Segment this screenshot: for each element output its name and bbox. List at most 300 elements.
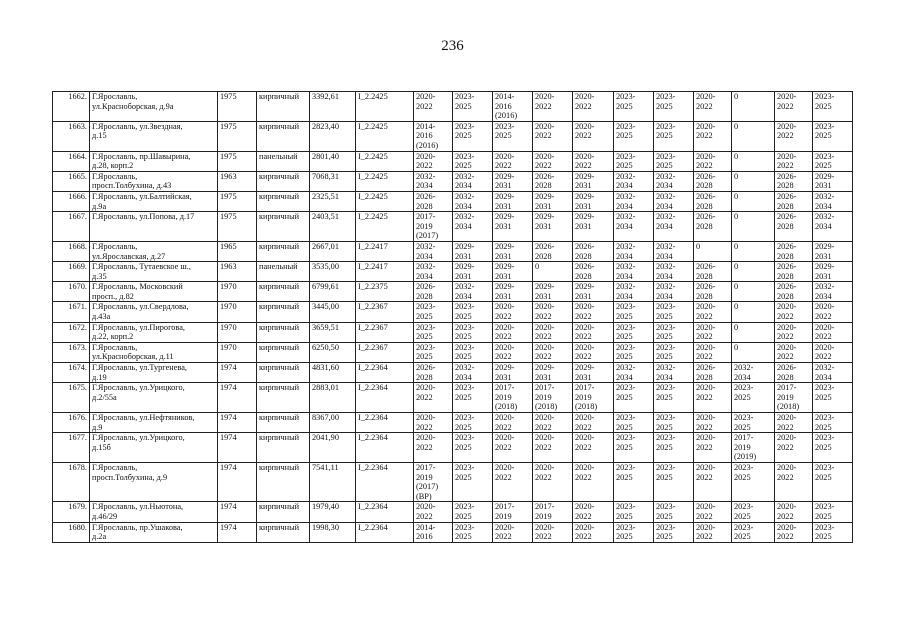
cell-period-8: 2020- 2022 bbox=[694, 121, 732, 151]
cell-code: I_2.2364 bbox=[356, 462, 414, 501]
cell-period-1: 2017- 2019 (2017) bbox=[414, 212, 453, 242]
cell-period-4: 2020- 2022 bbox=[533, 322, 573, 342]
cell-period-7: 2032- 2034 bbox=[654, 212, 694, 242]
cell-period-6: 2032- 2034 bbox=[614, 241, 654, 261]
cell-period-7: 2023- 2025 bbox=[654, 522, 694, 542]
cell-row-number: 1674. bbox=[53, 363, 90, 383]
cell-period-3: 2029- 2031 bbox=[493, 241, 533, 261]
cell-period-1: 2023- 2025 bbox=[414, 302, 453, 322]
table-row bbox=[53, 171, 853, 191]
cell-period-1: 2020- 2022 bbox=[414, 383, 453, 413]
cell-area: 3392,61 bbox=[310, 92, 356, 122]
table-row bbox=[53, 282, 853, 302]
cell-period-5: 2029- 2031 bbox=[573, 363, 614, 383]
cell-period-8: 2020- 2022 bbox=[694, 342, 732, 362]
cell-period-11: 2023- 2025 bbox=[813, 383, 853, 413]
cell-period-7: 2023- 2025 bbox=[654, 462, 694, 501]
cell-period-7: 2023- 2025 bbox=[654, 121, 694, 151]
cell-period-6: 2023- 2025 bbox=[614, 302, 654, 322]
cell-period-4: 2020- 2022 bbox=[533, 302, 573, 322]
cell-period-2: 2023- 2025 bbox=[453, 383, 493, 413]
cell-period-7: 2023- 2025 bbox=[654, 92, 694, 122]
cell-period-5: 2020- 2022 bbox=[573, 462, 614, 501]
cell-period-11: 2032- 2034 bbox=[813, 191, 853, 211]
cell-period-1: 2026- 2028 bbox=[414, 282, 453, 302]
cell-build-year: 1975 bbox=[218, 92, 257, 122]
table-row bbox=[53, 92, 853, 122]
cell-period-3: 2020- 2022 bbox=[493, 322, 533, 342]
cell-period-11: 2023- 2025 bbox=[813, 462, 853, 501]
cell-period-6: 2032- 2034 bbox=[614, 191, 654, 211]
cell-period-9: 0 bbox=[732, 171, 775, 191]
cell-period-10: 2020- 2022 bbox=[775, 121, 813, 151]
cell-period-2: 2023- 2025 bbox=[453, 342, 493, 362]
cell-period-4: 2020- 2022 bbox=[533, 342, 573, 362]
cell-period-9: 0 bbox=[732, 121, 775, 151]
cell-period-1: 2020- 2022 bbox=[414, 502, 453, 522]
cell-period-8: 0 bbox=[694, 241, 732, 261]
cell-wall-material: кирпичный bbox=[257, 302, 310, 322]
cell-area: 7541,11 bbox=[310, 462, 356, 501]
cell-period-1: 2026- 2028 bbox=[414, 363, 453, 383]
cell-period-5: 2020- 2022 bbox=[573, 502, 614, 522]
cell-period-2: 2023- 2025 bbox=[453, 322, 493, 342]
cell-build-year: 1963 bbox=[218, 171, 257, 191]
cell-period-9: 2023- 2025 bbox=[732, 522, 775, 542]
cell-period-7: 2023- 2025 bbox=[654, 433, 694, 463]
table-row bbox=[53, 121, 853, 151]
cell-row-number: 1662. bbox=[53, 92, 90, 122]
cell-period-10: 2026- 2028 bbox=[775, 191, 813, 211]
cell-period-3: 2029- 2031 bbox=[493, 171, 533, 191]
cell-period-6: 2023- 2025 bbox=[614, 502, 654, 522]
cell-row-number: 1672. bbox=[53, 322, 90, 342]
cell-row-number: 1667. bbox=[53, 212, 90, 242]
cell-wall-material: кирпичный bbox=[257, 502, 310, 522]
cell-area: 1979,40 bbox=[310, 502, 356, 522]
cell-period-8: 2020- 2022 bbox=[694, 322, 732, 342]
cell-address: Г.Ярославль, ул.Звездная, д.15 bbox=[90, 121, 218, 151]
cell-period-8: 2020- 2022 bbox=[694, 413, 732, 433]
cell-area: 6799,61 bbox=[310, 282, 356, 302]
cell-row-number: 1673. bbox=[53, 342, 90, 362]
table-row bbox=[53, 322, 853, 342]
cell-address: Г.Ярославль, ул.Урицкого, д.2/55а bbox=[90, 383, 218, 413]
cell-period-4: 2029- 2031 bbox=[533, 212, 573, 242]
cell-period-5: 2020- 2022 bbox=[573, 322, 614, 342]
table-row bbox=[53, 302, 853, 322]
cell-address: Г.Ярославль, просп.Толбухина, д.9 bbox=[90, 462, 218, 501]
cell-period-10: 2026- 2028 bbox=[775, 171, 813, 191]
cell-address: Г.Ярославль, ул.Ньютона, д.46/29 bbox=[90, 502, 218, 522]
cell-build-year: 1974 bbox=[218, 522, 257, 542]
table-row bbox=[53, 502, 853, 522]
cell-period-8: 2026- 2028 bbox=[694, 262, 732, 282]
cell-period-7: 2032- 2034 bbox=[654, 282, 694, 302]
cell-period-3: 2020- 2022 bbox=[493, 522, 533, 542]
cell-period-6: 2023- 2025 bbox=[614, 342, 654, 362]
cell-period-6: 2023- 2025 bbox=[614, 462, 654, 501]
cell-period-6: 2032- 2034 bbox=[614, 171, 654, 191]
cell-build-year: 1970 bbox=[218, 302, 257, 322]
table-row bbox=[53, 462, 853, 501]
cell-row-number: 1666. bbox=[53, 191, 90, 211]
cell-period-8: 2020- 2022 bbox=[694, 522, 732, 542]
cell-area: 3535,00 bbox=[310, 262, 356, 282]
cell-period-5: 2020- 2022 bbox=[573, 413, 614, 433]
cell-period-2: 2023- 2025 bbox=[453, 92, 493, 122]
table-row bbox=[53, 241, 853, 261]
cell-period-2: 2023- 2025 bbox=[453, 413, 493, 433]
cell-period-10: 2026- 2028 bbox=[775, 212, 813, 242]
cell-period-6: 2023- 2025 bbox=[614, 433, 654, 463]
cell-period-8: 2020- 2022 bbox=[694, 302, 732, 322]
cell-period-10: 2017- 2019 (2018) bbox=[775, 383, 813, 413]
cell-period-7: 2032- 2034 bbox=[654, 241, 694, 261]
cell-period-3: 2029- 2031 bbox=[493, 262, 533, 282]
cell-period-4: 0 bbox=[533, 262, 573, 282]
cell-code: I_2.2425 bbox=[356, 171, 414, 191]
cell-period-3: 2029- 2031 bbox=[493, 282, 533, 302]
cell-address: Г.Ярославль, пр.Шавырина, д.28, корп.2 bbox=[90, 151, 218, 171]
cell-code: I_2.2364 bbox=[356, 383, 414, 413]
cell-period-9: 0 bbox=[732, 342, 775, 362]
cell-period-11: 2023- 2025 bbox=[813, 433, 853, 463]
cell-build-year: 1974 bbox=[218, 462, 257, 501]
cell-address: Г.Ярославль, пр.Ушакова, д.2а bbox=[90, 522, 218, 542]
cell-period-4: 2026- 2028 bbox=[533, 241, 573, 261]
cell-wall-material: кирпичный bbox=[257, 121, 310, 151]
cell-period-6: 2023- 2025 bbox=[614, 322, 654, 342]
cell-row-number: 1676. bbox=[53, 413, 90, 433]
cell-build-year: 1970 bbox=[218, 322, 257, 342]
cell-address: Г.Ярославль, просп.Толбухина, д.43 bbox=[90, 171, 218, 191]
cell-period-10: 2020- 2022 bbox=[775, 413, 813, 433]
cell-period-10: 2020- 2022 bbox=[775, 462, 813, 501]
cell-period-5: 2020- 2022 bbox=[573, 151, 614, 171]
cell-build-year: 1975 bbox=[218, 212, 257, 242]
cell-period-2: 2032- 2034 bbox=[453, 282, 493, 302]
cell-area: 7068,31 bbox=[310, 171, 356, 191]
cell-build-year: 1974 bbox=[218, 413, 257, 433]
cell-period-11: 2023- 2025 bbox=[813, 502, 853, 522]
cell-code: I_2.2364 bbox=[356, 502, 414, 522]
cell-area: 3659,51 bbox=[310, 322, 356, 342]
cell-build-year: 1974 bbox=[218, 502, 257, 522]
cell-period-1: 2032- 2034 bbox=[414, 262, 453, 282]
cell-area: 6250,50 bbox=[310, 342, 356, 362]
cell-period-7: 2032- 2034 bbox=[654, 171, 694, 191]
cell-period-11: 2023- 2025 bbox=[813, 413, 853, 433]
cell-period-4: 2017- 2019 bbox=[533, 502, 573, 522]
cell-period-9: 0 bbox=[732, 212, 775, 242]
cell-row-number: 1664. bbox=[53, 151, 90, 171]
cell-code: I_2.2425 bbox=[356, 212, 414, 242]
table-row bbox=[53, 151, 853, 171]
cell-period-9: 0 bbox=[732, 322, 775, 342]
cell-area: 2325,51 bbox=[310, 191, 356, 211]
cell-code: I_2.2425 bbox=[356, 121, 414, 151]
cell-period-2: 2032- 2034 bbox=[453, 191, 493, 211]
cell-period-5: 2020- 2022 bbox=[573, 92, 614, 122]
cell-period-6: 2023- 2025 bbox=[614, 121, 654, 151]
cell-address: Г.Ярославль, ул.Свердлова, д.43а bbox=[90, 302, 218, 322]
cell-period-9: 2032- 2034 bbox=[732, 363, 775, 383]
cell-period-11: 2032- 2034 bbox=[813, 363, 853, 383]
cell-period-3: 2017- 2019 bbox=[493, 502, 533, 522]
cell-period-2: 2032- 2034 bbox=[453, 363, 493, 383]
cell-code: I_2.2364 bbox=[356, 522, 414, 542]
cell-period-6: 2023- 2025 bbox=[614, 383, 654, 413]
cell-period-11: 2020- 2022 bbox=[813, 322, 853, 342]
cell-period-2: 2023- 2025 bbox=[453, 522, 493, 542]
cell-area: 4831,60 bbox=[310, 363, 356, 383]
cell-code: I_2.2364 bbox=[356, 363, 414, 383]
cell-period-3: 2029- 2031 bbox=[493, 212, 533, 242]
cell-period-8: 2026- 2028 bbox=[694, 171, 732, 191]
cell-area: 3445,00 bbox=[310, 302, 356, 322]
cell-build-year: 1975 bbox=[218, 151, 257, 171]
cell-period-2: 2029- 2031 bbox=[453, 241, 493, 261]
cell-build-year: 1974 bbox=[218, 363, 257, 383]
cell-period-3: 2020- 2022 bbox=[493, 433, 533, 463]
cell-period-1: 2032- 2034 bbox=[414, 241, 453, 261]
table-row bbox=[53, 433, 853, 463]
cell-address: Г.Ярославль, Московский просп., д.82 bbox=[90, 282, 218, 302]
cell-row-number: 1668. bbox=[53, 241, 90, 261]
cell-period-10: 2020- 2022 bbox=[775, 342, 813, 362]
cell-period-3: 2014- 2016 (2016) bbox=[493, 92, 533, 122]
cell-period-3: 2020- 2022 bbox=[493, 413, 533, 433]
cell-period-11: 2032- 2034 bbox=[813, 282, 853, 302]
cell-row-number: 1679. bbox=[53, 502, 90, 522]
cell-period-8: 2026- 2028 bbox=[694, 363, 732, 383]
cell-period-9: 0 bbox=[732, 151, 775, 171]
cell-period-11: 2023- 2025 bbox=[813, 92, 853, 122]
cell-period-10: 2020- 2022 bbox=[775, 522, 813, 542]
cell-period-10: 2026- 2028 bbox=[775, 282, 813, 302]
cell-period-1: 2017- 2019 (2017) (ВР) bbox=[414, 462, 453, 501]
cell-period-6: 2023- 2025 bbox=[614, 522, 654, 542]
cell-period-2: 2023- 2025 bbox=[453, 121, 493, 151]
cell-address: Г.Ярославль, ул.Урицкого, д.15б bbox=[90, 433, 218, 463]
table-row bbox=[53, 522, 853, 542]
cell-wall-material: панельный bbox=[257, 151, 310, 171]
cell-period-4: 2029- 2031 bbox=[533, 363, 573, 383]
cell-address: Г.Ярославль, ул.Нефтяников, д.9 bbox=[90, 413, 218, 433]
cell-period-11: 2020- 2022 bbox=[813, 302, 853, 322]
cell-period-5: 2026- 2028 bbox=[573, 262, 614, 282]
cell-period-2: 2032- 2034 bbox=[453, 171, 493, 191]
cell-wall-material: кирпичный bbox=[257, 413, 310, 433]
cell-period-10: 2020- 2022 bbox=[775, 92, 813, 122]
cell-address: Г.Ярославль, ул.Пирогова, д.22, корп.2 bbox=[90, 322, 218, 342]
cell-period-10: 2020- 2022 bbox=[775, 502, 813, 522]
cell-wall-material: кирпичный bbox=[257, 363, 310, 383]
cell-period-10: 2026- 2028 bbox=[775, 363, 813, 383]
cell-period-2: 2023- 2025 bbox=[453, 502, 493, 522]
page-number: 236 bbox=[441, 38, 464, 54]
cell-period-9: 0 bbox=[732, 302, 775, 322]
table-row bbox=[53, 191, 853, 211]
cell-period-5: 2029- 2031 bbox=[573, 282, 614, 302]
cell-address: Г.Ярославль, ул.Тургенева, д.19 bbox=[90, 363, 218, 383]
register-table bbox=[52, 91, 853, 543]
cell-build-year: 1970 bbox=[218, 342, 257, 362]
cell-row-number: 1678. bbox=[53, 462, 90, 501]
cell-period-7: 2023- 2025 bbox=[654, 151, 694, 171]
cell-period-2: 2023- 2025 bbox=[453, 151, 493, 171]
cell-period-5: 2020- 2022 bbox=[573, 342, 614, 362]
cell-period-4: 2020- 2022 bbox=[533, 462, 573, 501]
cell-wall-material: кирпичный bbox=[257, 241, 310, 261]
cell-period-9: 0 bbox=[732, 191, 775, 211]
cell-area: 2823,40 bbox=[310, 121, 356, 151]
cell-period-7: 2032- 2034 bbox=[654, 363, 694, 383]
cell-row-number: 1671. bbox=[53, 302, 90, 322]
cell-period-3: 2023- 2025 bbox=[493, 121, 533, 151]
cell-period-6: 2023- 2025 bbox=[614, 151, 654, 171]
table-row bbox=[53, 363, 853, 383]
cell-period-8: 2020- 2022 bbox=[694, 383, 732, 413]
cell-period-9: 2023- 2025 bbox=[732, 462, 775, 501]
cell-period-11: 2032- 2034 bbox=[813, 212, 853, 242]
cell-area: 2667,01 bbox=[310, 241, 356, 261]
cell-wall-material: кирпичный bbox=[257, 342, 310, 362]
table-row bbox=[53, 262, 853, 282]
cell-wall-material: кирпичный bbox=[257, 212, 310, 242]
cell-wall-material: кирпичный bbox=[257, 433, 310, 463]
cell-period-5: 2020- 2022 bbox=[573, 522, 614, 542]
cell-build-year: 1975 bbox=[218, 191, 257, 211]
cell-period-6: 2023- 2025 bbox=[614, 92, 654, 122]
cell-wall-material: панельный bbox=[257, 262, 310, 282]
cell-code: I_2.2364 bbox=[356, 413, 414, 433]
cell-period-7: 2023- 2025 bbox=[654, 502, 694, 522]
table-row bbox=[53, 212, 853, 242]
cell-build-year: 1965 bbox=[218, 241, 257, 261]
cell-area: 2041,90 bbox=[310, 433, 356, 463]
cell-period-3: 2029- 2031 bbox=[493, 363, 533, 383]
cell-period-4: 2020- 2022 bbox=[533, 433, 573, 463]
cell-period-3: 2029- 2031 bbox=[493, 191, 533, 211]
cell-period-4: 2020- 2022 bbox=[533, 413, 573, 433]
cell-address: Г.Ярославль, ул.Попова, д.17 bbox=[90, 212, 218, 242]
cell-wall-material: кирпичный bbox=[257, 383, 310, 413]
cell-period-2: 2032- 2034 bbox=[453, 212, 493, 242]
cell-period-5: 2029- 2031 bbox=[573, 212, 614, 242]
cell-period-10: 2020- 2022 bbox=[775, 433, 813, 463]
cell-code: I_2.2367 bbox=[356, 302, 414, 322]
cell-period-5: 2029- 2031 bbox=[573, 171, 614, 191]
cell-period-1: 2020- 2022 bbox=[414, 151, 453, 171]
cell-build-year: 1963 bbox=[218, 262, 257, 282]
cell-wall-material: кирпичный bbox=[257, 522, 310, 542]
cell-period-4: 2020- 2022 bbox=[533, 121, 573, 151]
cell-period-5: 2029- 2031 bbox=[573, 191, 614, 211]
cell-build-year: 1974 bbox=[218, 433, 257, 463]
cell-code: I_2.2417 bbox=[356, 262, 414, 282]
cell-code: I_2.2425 bbox=[356, 92, 414, 122]
cell-period-9: 2023- 2025 bbox=[732, 502, 775, 522]
cell-period-8: 2020- 2022 bbox=[694, 502, 732, 522]
cell-period-3: 2017- 2019 (2018) bbox=[493, 383, 533, 413]
cell-row-number: 1663. bbox=[53, 121, 90, 151]
cell-area: 2883,01 bbox=[310, 383, 356, 413]
cell-period-5: 2020- 2022 bbox=[573, 433, 614, 463]
cell-build-year: 1975 bbox=[218, 121, 257, 151]
cell-period-1: 2032- 2034 bbox=[414, 171, 453, 191]
cell-period-2: 2029- 2031 bbox=[453, 262, 493, 282]
cell-period-5: 2020- 2022 bbox=[573, 121, 614, 151]
cell-period-7: 2023- 2025 bbox=[654, 342, 694, 362]
cell-address: Г.Ярославль, ул.Красноборская, д.11 bbox=[90, 342, 218, 362]
cell-period-3: 2020- 2022 bbox=[493, 302, 533, 322]
cell-wall-material: кирпичный bbox=[257, 171, 310, 191]
cell-row-number: 1669. bbox=[53, 262, 90, 282]
cell-period-1: 2026- 2028 bbox=[414, 191, 453, 211]
cell-period-2: 2023- 2025 bbox=[453, 433, 493, 463]
cell-period-2: 2023- 2025 bbox=[453, 462, 493, 501]
cell-period-10: 2026- 2028 bbox=[775, 262, 813, 282]
cell-period-11: 2029- 2031 bbox=[813, 262, 853, 282]
cell-period-5: 2020- 2022 bbox=[573, 302, 614, 322]
cell-period-5: 2017- 2019 (2018) bbox=[573, 383, 614, 413]
cell-period-4: 2029- 2031 bbox=[533, 191, 573, 211]
cell-address: Г.Ярославль, Тутаевское ш., д.35 bbox=[90, 262, 218, 282]
cell-row-number: 1670. bbox=[53, 282, 90, 302]
cell-period-11: 2020- 2022 bbox=[813, 342, 853, 362]
cell-period-6: 2032- 2034 bbox=[614, 282, 654, 302]
cell-period-2: 2023- 2025 bbox=[453, 302, 493, 322]
cell-period-11: 2023- 2025 bbox=[813, 522, 853, 542]
cell-period-1: 2020- 2022 bbox=[414, 433, 453, 463]
cell-build-year: 1974 bbox=[218, 383, 257, 413]
cell-period-7: 2023- 2025 bbox=[654, 383, 694, 413]
cell-period-9: 0 bbox=[732, 241, 775, 261]
cell-period-4: 2029- 2031 bbox=[533, 282, 573, 302]
cell-code: I_2.2425 bbox=[356, 191, 414, 211]
cell-code: I_2.2425 bbox=[356, 151, 414, 171]
cell-period-4: 2020- 2022 bbox=[533, 151, 573, 171]
cell-period-6: 2023- 2025 bbox=[614, 413, 654, 433]
cell-period-3: 2020- 2022 bbox=[493, 151, 533, 171]
cell-period-8: 2020- 2022 bbox=[694, 462, 732, 501]
cell-period-7: 2032- 2034 bbox=[654, 262, 694, 282]
cell-period-9: 2017- 2019 (2019) bbox=[732, 433, 775, 463]
cell-area: 2403,51 bbox=[310, 212, 356, 242]
cell-period-8: 2026- 2028 bbox=[694, 212, 732, 242]
cell-period-4: 2026- 2028 bbox=[533, 171, 573, 191]
cell-wall-material: кирпичный bbox=[257, 191, 310, 211]
cell-row-number: 1675. bbox=[53, 383, 90, 413]
cell-period-4: 2020- 2022 bbox=[533, 92, 573, 122]
cell-period-11: 2029- 2031 bbox=[813, 171, 853, 191]
cell-address: Г.Ярославль, ул.Ярославская, д.27 bbox=[90, 241, 218, 261]
cell-period-7: 2023- 2025 bbox=[654, 413, 694, 433]
cell-period-9: 0 bbox=[732, 92, 775, 122]
cell-period-1: 2023- 2025 bbox=[414, 342, 453, 362]
cell-address: Г.Ярославль, ул.Балтийская, д.9а bbox=[90, 191, 218, 211]
cell-period-8: 2020- 2022 bbox=[694, 151, 732, 171]
cell-period-9: 2023- 2025 bbox=[732, 413, 775, 433]
cell-period-10: 2020- 2022 bbox=[775, 302, 813, 322]
cell-period-10: 2020- 2022 bbox=[775, 322, 813, 342]
cell-period-11: 2023- 2025 bbox=[813, 151, 853, 171]
cell-period-11: 2029- 2031 bbox=[813, 241, 853, 261]
cell-code: I_2.2367 bbox=[356, 342, 414, 362]
cell-area: 8367,00 bbox=[310, 413, 356, 433]
